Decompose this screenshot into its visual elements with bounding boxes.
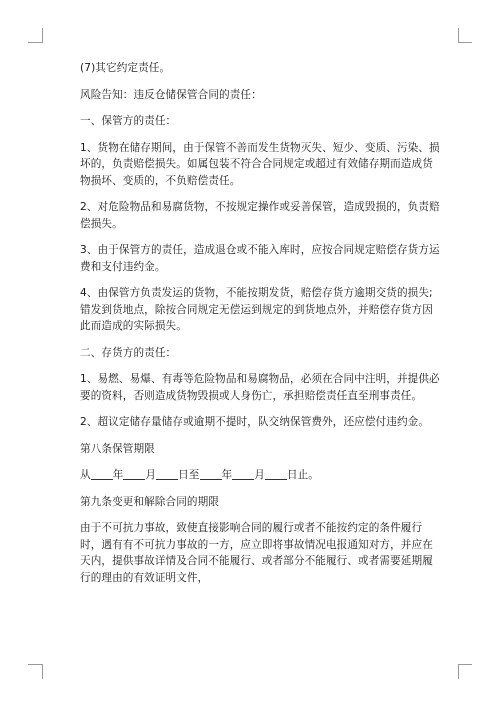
- storage-period-line: [80, 467, 440, 484]
- heading-article-8: 第八条保管期限: [80, 442, 155, 455]
- heading-custodian-duties: 一、保管方的责任：: [80, 115, 177, 127]
- crop-mark-bottom-right-v: [458, 664, 459, 679]
- crop-mark-top-left-v: [42, 28, 43, 43]
- period-from: 从: [80, 469, 91, 481]
- period-year-1: 年: [112, 469, 124, 481]
- period-year-2: 年: [221, 469, 233, 481]
- paragraph-other-duties: (7)其它约定责任。: [80, 62, 171, 74]
- period-month-1: 月: [145, 469, 157, 481]
- heading-article-9: 第九条变更和解除合同的期限: [80, 495, 220, 508]
- blank-end-year: [200, 467, 222, 480]
- paragraph-force-majeure: 由于不可抗力事故，致使直接影响合同的履行或者不能按约定的条件履行时，遇有有不可抗力事故的一方，应立即将事故情况电报通知对方，并应在天内，提供事故详情及合同不能履行、或者部分不能履行、或者需要延期履行的理由的有效证明文件，: [80, 522, 433, 584]
- heading-depositor-duties: 二、存货方的责任：: [80, 346, 177, 359]
- crop-mark-bottom-left-h: [28, 664, 42, 665]
- period-day-to: 日至: [178, 469, 200, 481]
- crop-mark-top-right-v: [458, 28, 459, 43]
- blank-start-year: [91, 467, 113, 480]
- paragraph-custodian-3: 3、由于保管方的责任，造成退仓或不能入库时，应按合同规定赔偿存货方运费和支付违约金。: [80, 244, 440, 273]
- document-body: [80, 60, 440, 586]
- paragraph-depositor-2: 2、超议定储存量储存或逾期不提时，队交纳保管费外，还应偿付违约金。: [80, 416, 430, 428]
- paragraph-custodian-1: 1、货物在储存期间，由于保管不善而发生货物灭失、短少、变质、污染、损坏的，负责赔偿损失。如属包装不符合合同规定或超过有效储存期而造成货物损坏、变质的，不负赔偿责任。: [80, 141, 440, 187]
- crop-mark-top-left-h: [28, 42, 42, 43]
- crop-mark-bottom-left-v: [42, 664, 43, 679]
- blank-end-day: [265, 467, 287, 480]
- period-month-2: 月: [254, 469, 265, 481]
- paragraph-risk-notice: 风险告知：违反仓储保管合同的责任：: [80, 88, 262, 101]
- crop-mark-bottom-right-h: [458, 664, 472, 665]
- period-day-end: 日止。: [286, 469, 319, 481]
- blank-start-day: [156, 467, 178, 480]
- blank-start-month: [123, 467, 145, 480]
- blank-end-month: [232, 467, 254, 480]
- crop-mark-top-right-h: [458, 42, 472, 43]
- paragraph-custodian-4: 4、由保管方负责发运的货物，不能按期发货，赔偿存货方逾期交货的损失;错发到货地点，除按合同规定无偿运到规定的到货地点外，并赔偿存货方因此而造成的实际损失。: [80, 287, 433, 332]
- paragraph-custodian-2: 2、对危险物品和易腐货物，不按规定操作或妥善保管，造成毁损的，负责赔偿损失。: [80, 201, 440, 230]
- paragraph-depositor-1: 1、易燃、易爆、有毒等危险物品和易腐物品，必须在合同中注明，并提供必要的资料，否则造成货物毁损或人身伤亡，承担赔偿责任直至刑事责任。: [80, 373, 440, 402]
